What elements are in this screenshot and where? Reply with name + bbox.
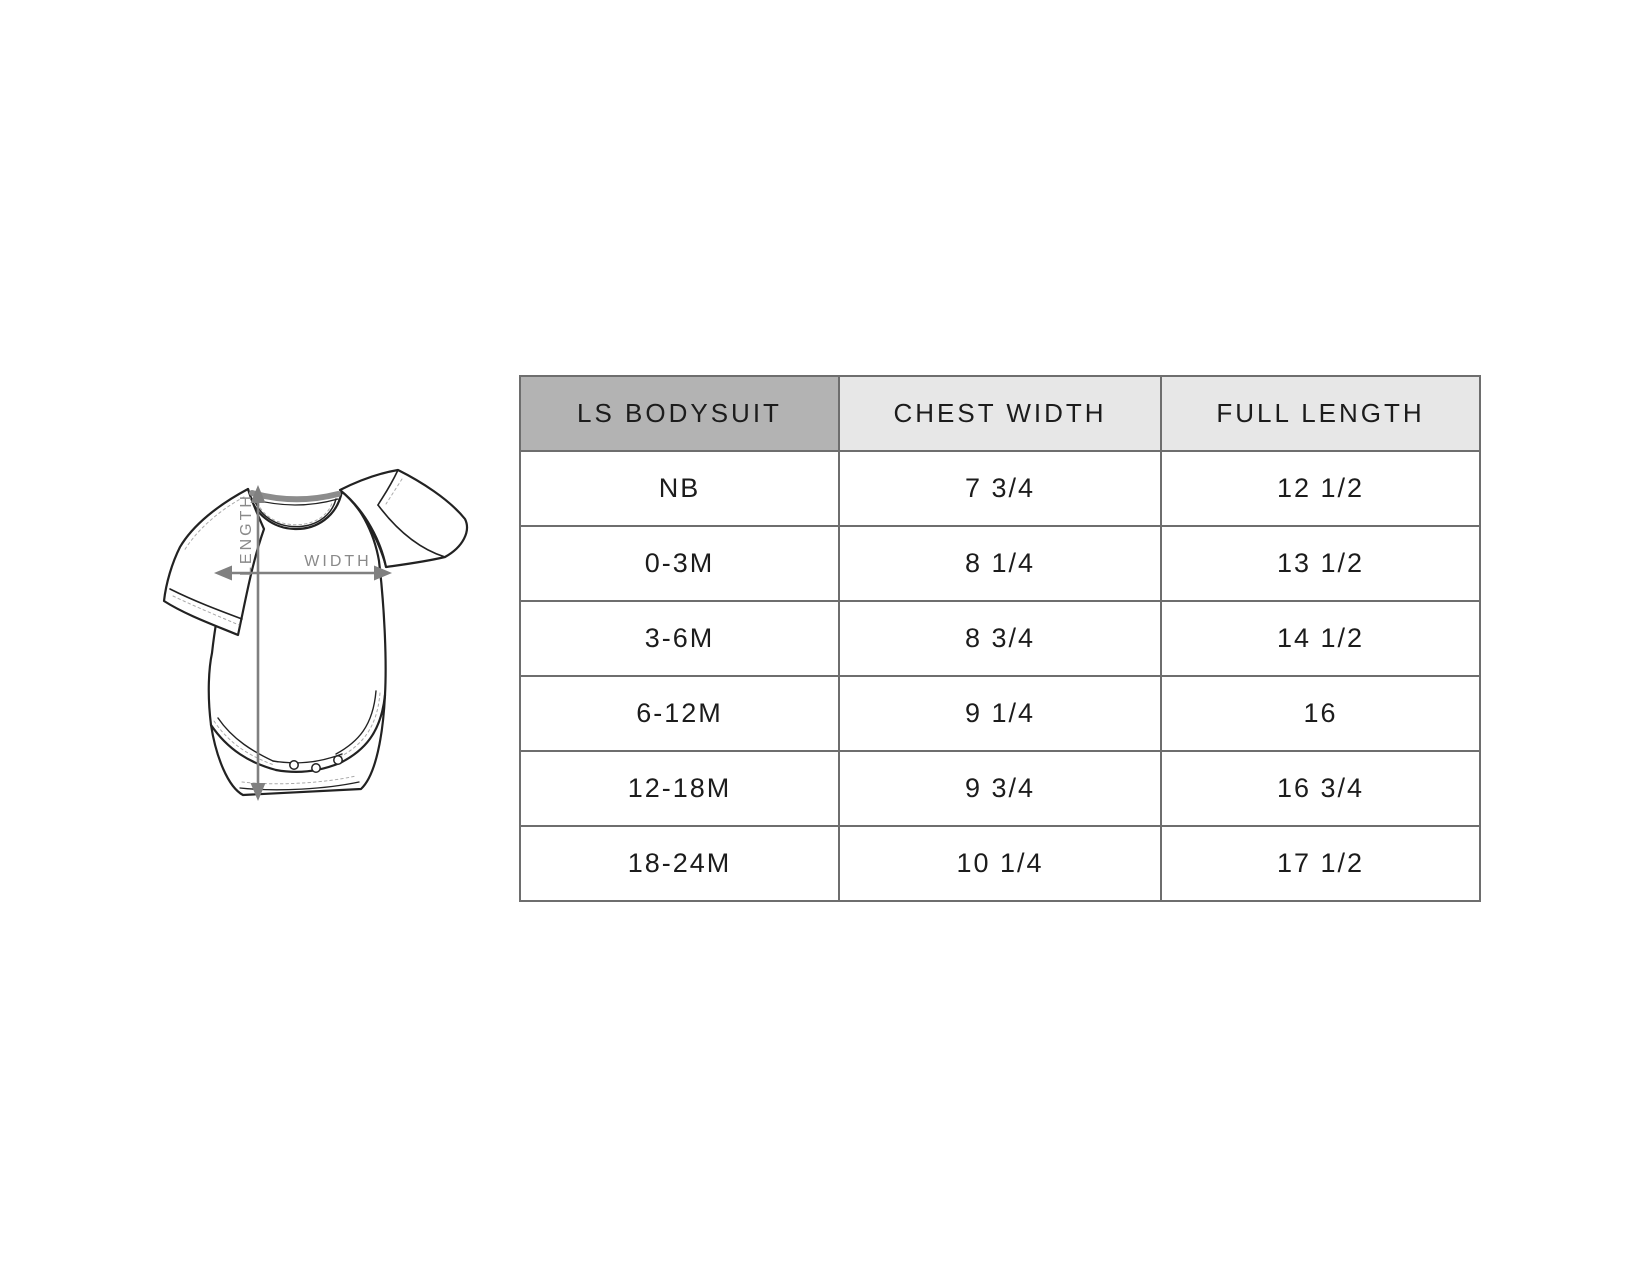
size-cell: 12-18M xyxy=(521,752,838,825)
bodysuit-diagram-icon xyxy=(148,443,488,813)
width-label: WIDTH xyxy=(304,553,372,570)
bodysuit-illustration xyxy=(164,470,467,795)
full-length-cell: 12 1/2 xyxy=(1162,452,1479,525)
column-header-chest-width: CHEST WIDTH xyxy=(840,377,1160,450)
size-cell: 0-3M xyxy=(521,527,838,600)
size-cell: NB xyxy=(521,452,838,525)
size-cell: 18-24M xyxy=(521,827,838,900)
chest-width-cell: 10 1/4 xyxy=(840,827,1160,900)
bodysuit-collar xyxy=(252,493,338,499)
column-header-full-length: FULL LENGTH xyxy=(1162,377,1479,450)
full-length-cell: 14 1/2 xyxy=(1162,602,1479,675)
arrowhead-right-icon xyxy=(374,566,392,581)
chest-width-cell: 7 3/4 xyxy=(840,452,1160,525)
full-length-cell: 13 1/2 xyxy=(1162,527,1479,600)
size-cell: 3-6M xyxy=(521,602,838,675)
chest-width-cell: 9 1/4 xyxy=(840,677,1160,750)
chest-width-cell: 8 1/4 xyxy=(840,527,1160,600)
full-length-cell: 16 3/4 xyxy=(1162,752,1479,825)
snap-button xyxy=(290,761,298,769)
length-label: LENGTH xyxy=(238,493,255,576)
snap-button xyxy=(312,764,320,772)
column-header-ls-bodysuit: LS BODYSUIT xyxy=(521,377,838,450)
full-length-cell: 16 xyxy=(1162,677,1479,750)
snap-button xyxy=(334,756,342,764)
size-chart-table xyxy=(519,375,1481,902)
chest-width-cell: 9 3/4 xyxy=(840,752,1160,825)
full-length-cell: 17 1/2 xyxy=(1162,827,1479,900)
chest-width-cell: 8 3/4 xyxy=(840,602,1160,675)
size-cell: 6-12M xyxy=(521,677,838,750)
